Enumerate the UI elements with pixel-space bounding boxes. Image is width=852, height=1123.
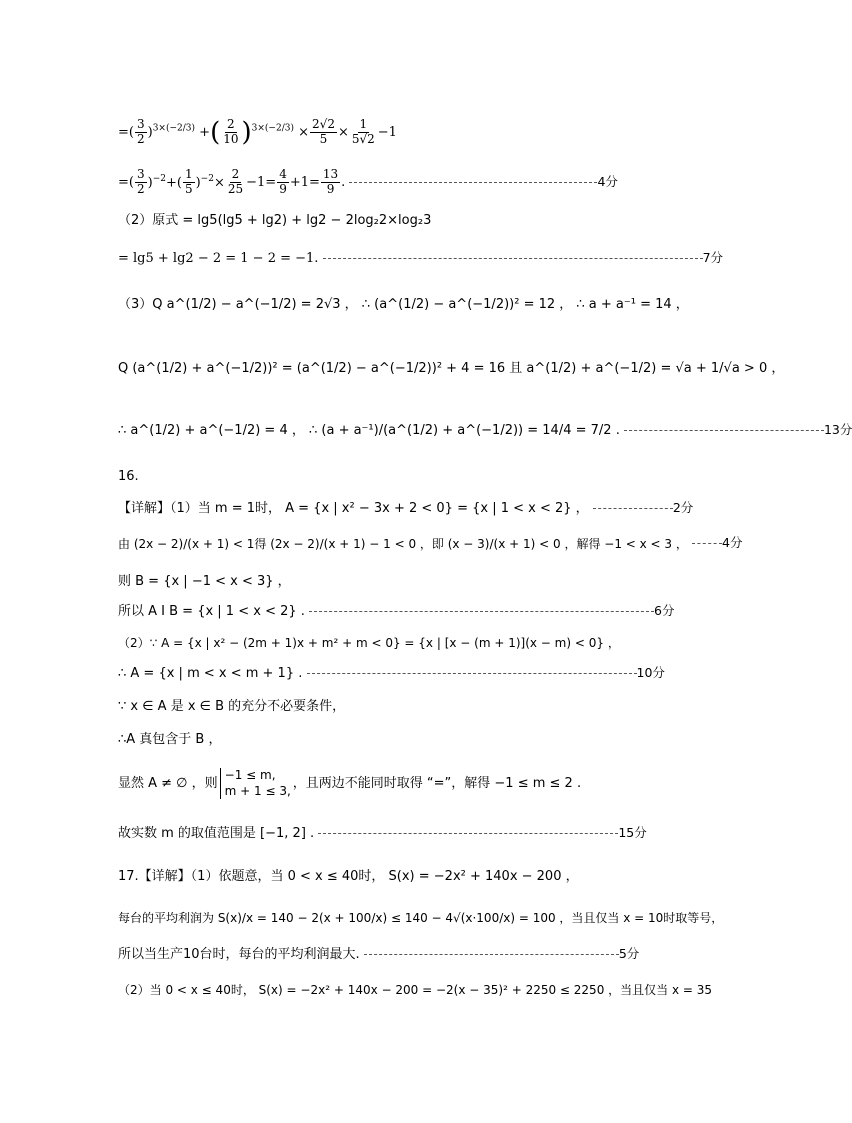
dash-leader bbox=[364, 954, 619, 955]
line-15: ∴A 真包含于 B ， bbox=[118, 732, 222, 747]
score-7: 7分 bbox=[702, 250, 724, 266]
score-6: 6分 bbox=[654, 603, 675, 619]
score-5: 5分 bbox=[618, 946, 640, 962]
line-16-post: ，且两边不能同时取得 “=”，解得 −1 ≤ m ≤ 2 . bbox=[292, 776, 582, 792]
question-16: 16. bbox=[118, 469, 139, 484]
score-13: 13分 bbox=[823, 422, 852, 438]
frac-2-10: $\frac{2}{10}$ bbox=[223, 117, 239, 146]
score-4: 4分 bbox=[597, 174, 618, 190]
inequality-system bbox=[220, 768, 291, 799]
line-20-text: 所以当生产10台时，每台的平均利润最大. bbox=[118, 947, 360, 962]
frac-3-2: $\frac{3}{2}$ bbox=[136, 117, 145, 146]
line-16 bbox=[118, 768, 658, 799]
sys-row-2: m + 1 ≤ 3, bbox=[224, 783, 291, 798]
frac-e: $\frac{13}{9}$ bbox=[322, 167, 339, 196]
line-20 bbox=[118, 948, 658, 961]
exp-1: 3×(−2/3) bbox=[152, 123, 196, 134]
score-4b: 4分 bbox=[722, 535, 743, 551]
line-2: =( $\frac{3}{2}$ )$^{-2}$+( $\frac{1}{5}$ )$^{-2}$× $\frac{2}{25}$ −1= $\frac{4}{9}$ +1= $\frac{13}{9}$ . 4分 bbox=[118, 167, 618, 196]
line-17 bbox=[118, 827, 658, 840]
line-9-text: 由 (2x − 2)/(x + 1) < 1得 (2x − 2)/(x + 1) − 1 < 0 ，即 (x − 3)/(x + 1) < 0 ，解得 −1 < x < 3 ， bbox=[118, 536, 688, 551]
dash-leader bbox=[349, 182, 597, 183]
dash-leader bbox=[692, 543, 722, 544]
line-12: （2）∵ A = {x | x² − (2m + 1)x + m² + m < 0} = {x | [x − (m + 1)](x − m) < 0} ， bbox=[118, 636, 620, 650]
frac-c: $\frac{2}{25}$ bbox=[227, 167, 244, 196]
score-15: 15分 bbox=[618, 825, 647, 841]
frac-b: $\frac{1}{5}$ bbox=[184, 167, 193, 196]
line-19: 每台的平均利润为 S(x)/x = 140 − 2(x + 100/x) ≤ 140 − 4√(x·100/x) = 100 ，当且仅当 x = 10时取等号， bbox=[118, 911, 724, 925]
dash-leader bbox=[593, 508, 673, 509]
line-13-text: ∴ A = {x | m < x < m + 1} . bbox=[118, 666, 303, 681]
line-5: （3）Q a^(1/2) − a^(−1/2) = 2√3 ， ∴ (a^(1/2) − a^(−1/2))² = 12 ， ∴ a + a⁻¹ = 14 ， bbox=[118, 297, 689, 312]
line-14: ∵ x ∈ A 是 x ∈ B 的充分不必要条件， bbox=[118, 699, 346, 714]
line-18: 17.【详解】（1）依题意，当 0 < x ≤ 40时， S(x) = −2x² + 140x − 200 ， bbox=[118, 869, 579, 884]
line-21: （2）当 0 < x ≤ 40时， S(x) = −2x² + 140x − 200 = −2(x − 35)² + 2250 ≤ 2250 ，当且仅当 x = 35 bbox=[118, 983, 713, 997]
score-10: 10分 bbox=[636, 665, 665, 681]
score-2: 2分 bbox=[672, 500, 694, 516]
exp-2: 3×(−2/3) bbox=[251, 123, 294, 134]
dash-leader bbox=[624, 430, 824, 431]
dash-leader bbox=[307, 673, 637, 674]
line-4-text: = lg5 + lg2 − 2 = 1 − 2 = −1. bbox=[118, 251, 319, 266]
dash-leader bbox=[318, 833, 618, 834]
frac-1-5sqrt2: $\frac{1}{5√2}$ bbox=[351, 117, 375, 146]
sys-row-1: −1 ≤ m, bbox=[224, 768, 276, 782]
line-4 bbox=[118, 250, 724, 266]
line-11-text: 所以 A I B = {x | 1 < x < 2} . bbox=[118, 604, 305, 619]
line-3: （2）原式 = lg5(lg5 + lg2) + lg2 − 2log₂2×log₂3 bbox=[118, 213, 432, 228]
line-10: 则 B = {x | −1 < x < 3} ， bbox=[118, 574, 291, 589]
line-6: Q (a^(1/2) + a^(−1/2))² = (a^(1/2) − a^(−1/2))² + 4 = 16 且 a^(1/2) + a^(−1/2) = √a + 1/√a > 0 ， bbox=[118, 361, 785, 376]
line-8 bbox=[118, 500, 694, 516]
frac-a: $\frac{3}{2}$ bbox=[136, 167, 145, 196]
line-9 bbox=[118, 535, 743, 551]
line-8-text: 【详解】（1）当 m = 1时， A = {x | x² − 3x + 2 < 0} = {x | 1 < x < 2} ， bbox=[118, 501, 589, 516]
dash-leader bbox=[323, 258, 703, 259]
line-7 bbox=[118, 422, 852, 438]
dash-leader bbox=[309, 611, 654, 612]
line-16-pre: 显然 A ≠ ∅ ，则 bbox=[118, 776, 218, 792]
line-1: =( $\frac{3}{2}$ )$^{3\times(-2/3)}$ +( $\frac{2}{10}$ )$^{3\times(-2/3)}$ × $\frac{2√2}{5}$ × $\frac{1}{5√2}$ −1 bbox=[118, 117, 397, 148]
frac-2sqrt2-5: $\frac{2√2}{5}$ bbox=[312, 117, 335, 146]
line-11 bbox=[118, 603, 675, 619]
frac-d: $\frac{4}{9}$ bbox=[279, 167, 287, 196]
line-17-text: 故实数 m 的取值范围是 [−1, 2] . bbox=[118, 826, 315, 841]
line-13 bbox=[118, 665, 665, 681]
line-7-text: ∴ a^(1/2) + a^(−1/2) = 4 ， ∴ (a + a⁻¹)/(a^(1/2) + a^(−1/2)) = 14/4 = 7/2 . bbox=[118, 423, 620, 438]
